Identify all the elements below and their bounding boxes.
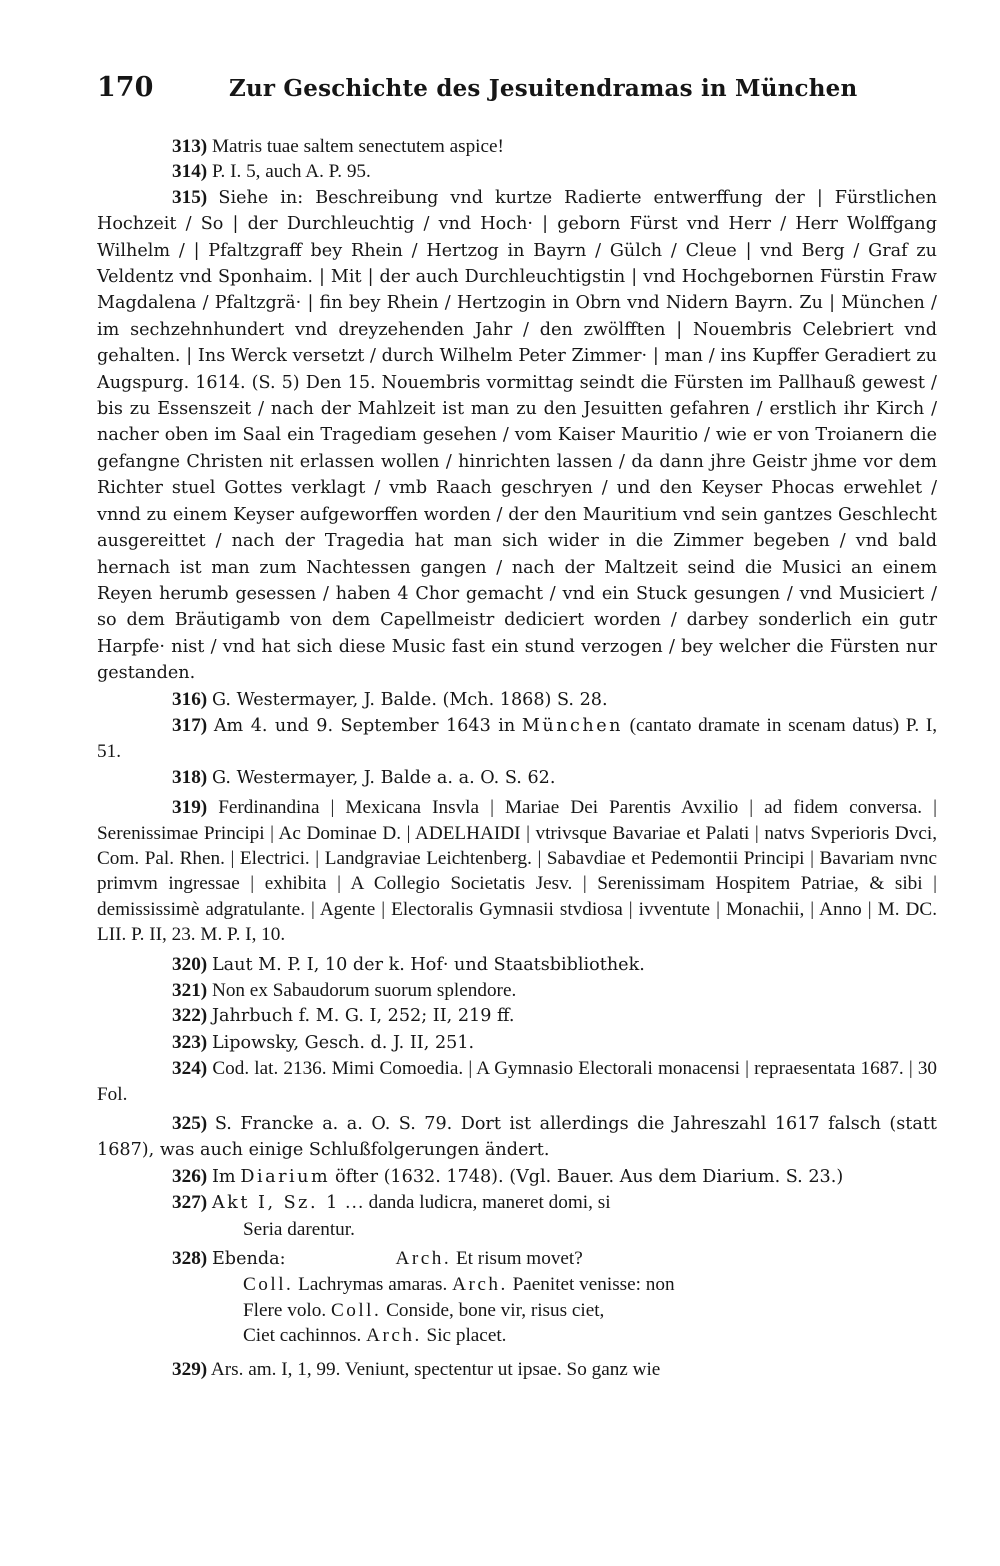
footnote-text: Non ex Sabaudorum suorum splendore.	[211, 980, 517, 1001]
footnote-number: 324)	[172, 1058, 208, 1080]
footnote-text: Am 4. und 9. September 1643 in	[213, 715, 516, 736]
speaker: Arch.	[366, 1325, 422, 1347]
page-number: 170	[97, 72, 154, 103]
footnote-text: Cod. lat. 2136. Mimi Comoedia. | A Gymnasio Electorali monacensi | repraesentata 1687. | 30 Fol.	[97, 1058, 938, 1105]
footnote-text: Ferdinandina | Mexicana Insvla | Mariae Dei Parentis Avxilio | ad fidem conversa. | Serenissimae Principi | Ac Dominae D. | ADELHAIDI | vtrivsque Bavariae et Palati | natvs Svperioris Dvci, Com. Pal. Rhen. | Electrici. | Landgraviae Leichtenberg. | Sabavdiae et Pedemontii Principi | Bavariam nvnc primvm ingressae | exhibita | A Collegio Societatis Jesv. | Serenissimam Hospitem Patriae, & sibi | demississimè adgratulante. | Agente | Electoralis Gymnasii stvdiosa | ivventute | Monachii, | Anno | M. DC. LII. P. II, 23. M. P. I, 10.	[97, 797, 937, 946]
footnote-323	[97, 1030, 937, 1056]
verse-line: … danda ludicra, maneret domi, si	[344, 1192, 611, 1214]
footnote-number: 323)	[172, 1031, 208, 1053]
dialog-text: Sic placet.	[426, 1325, 507, 1347]
footnote-lead: Akt I, Sz. 1	[211, 1193, 340, 1214]
footnote-326	[97, 1164, 937, 1190]
dialog-line	[97, 1298, 937, 1323]
dialog-text: Conside, bone vir, risus ciet,	[386, 1299, 605, 1321]
footnote-328	[97, 1246, 937, 1272]
speaker: Coll.	[330, 1299, 382, 1321]
verse-line: Seria darentur.	[243, 1218, 355, 1240]
footnote-314	[97, 159, 937, 184]
footnote-text: G. Westermayer, J. Balde a. a. O. S. 62.	[211, 767, 556, 788]
speaker: Arch.	[452, 1274, 508, 1296]
footnote-number: 320)	[172, 953, 208, 975]
footnote-318	[97, 765, 937, 791]
footnote-number: 328)	[172, 1248, 208, 1270]
footnote-number: 315)	[172, 186, 208, 208]
footnote-spaced-word: München	[521, 715, 623, 736]
footnote-319	[97, 795, 937, 947]
footnote-text: Lipowsky, Gesch. d. J. II, 251.	[211, 1032, 475, 1053]
footnote-number: 314)	[172, 161, 208, 183]
footnote-320	[97, 952, 937, 978]
footnote-text: Matris tuae saltem senectutem aspice!	[211, 136, 504, 157]
speaker: Coll.	[243, 1274, 294, 1296]
footnote-327	[97, 1190, 937, 1216]
footnote-text: Ars. am. I, 1, 99. Veniunt, spectentur ut ipsae. So ganz wie	[210, 1358, 661, 1380]
footnote-spaced-word: Diarium	[240, 1166, 331, 1187]
footnote-322	[97, 1003, 937, 1029]
footnote-text: Im	[211, 1166, 236, 1187]
footnote-text: S. Francke a. a. O. S. 79. Dort ist allerdings die Jahreszahl 1617 falsch (statt 1687), was auch einige Schlußfolgerungen ändert.	[97, 1114, 937, 1161]
footnote-number: 326)	[172, 1165, 208, 1187]
footnotes-block	[97, 134, 937, 1382]
footnote-number: 319)	[172, 797, 208, 819]
footnote-lead: Ebenda:	[211, 1249, 286, 1270]
footnote-text-continued: öfter (1632. 1748). (Vgl. Bauer. Aus dem Diarium. S. 23.)	[334, 1166, 844, 1187]
dialog-text: Paenitet venisse: non	[512, 1274, 675, 1296]
footnote-number: 327)	[172, 1192, 208, 1214]
footnote-number: 313)	[172, 136, 208, 157]
footnote-text: Laut M. P. I, 10 der k. Hof· und Staatsbibliothek.	[211, 954, 645, 975]
footnote-324	[97, 1056, 937, 1107]
footnote-text-continued: (cantato dramate in scenam datus) P. I, 51.	[97, 714, 938, 763]
dialog-text: Ciet cachinnos.	[243, 1325, 362, 1347]
dialog-line	[97, 1323, 937, 1348]
running-header	[97, 72, 937, 108]
footnote-number: 316)	[172, 688, 208, 710]
footnote-number: 329)	[172, 1358, 208, 1380]
footnote-313	[97, 134, 937, 159]
dialog-line	[97, 1272, 937, 1297]
dialog-text: Lachrymas amaras.	[298, 1274, 448, 1296]
footnote-number: 322)	[172, 1005, 208, 1027]
running-title: Zur Geschichte des Jesuitendramas in München	[229, 75, 858, 102]
dialog-text: Et risum movet?	[455, 1248, 583, 1270]
footnote-number: 325)	[172, 1113, 208, 1135]
footnote-text: Jahrbuch f. M. G. I, 252; II, 219 ff.	[211, 1006, 515, 1027]
footnote-316	[97, 687, 937, 713]
speaker: Arch.	[395, 1248, 452, 1270]
footnote-text: Siehe in: Beschreibung vnd kurtze Radierte entwerffung der | Fürstlichen Hochzeit / So | der Durchleuchtig / vnd Hoch· | geborn Fürst vnd Herr / Herr Wolffgang Wilhelm / | Pfaltzgraff bey Rhein / Hertzog in Bayrn / Gülch / Cleue | vnd Berg / Graf zu Veldentz vnd Sponhaim. | Mit | der auch Durchleuchtigstin | vnd Hochgebornen Fürstin Fraw Magdalena / Pfaltzgrä· | fin bey Rhein / Hertzogin in Obrn vnd Nidern Bayrn. Zu | München / im sechzehnhundert vnd dreyzehenden Jahr / den zwölfften | Nouembris Celebriert vnd gehalten. | Ins Werck versetzt / durch Wilhelm Peter Zimmer· | man / ins Kupffer Geradiert zu Augspurg. 1614. (S. 5) Den 15. Nouembris vormittag seindt die Fürsten im Pallhauß gewest / bis zu Essenszeit / nach der Mahlzeit ist man zu den Jesuitten gefahren / erstlich ihr Kirch / nacher oben im Saal ein Tragediam gesehen / vom Kaiser Mauritio / wie er von Troianern die gefangne Christen nit erlassen wollen / hinrichten lassen / da dann jhre Geistr jhme vor dem Richter stuel Gottes verklagt / vmb Raach geschryen / und den Keyser Phocas erwehlet / vnnd zu einem Keyser aufgeworffen worden / der den Mauritium vnd sein gantzes Geschlecht ausgereittet / nach der Tragedia hat man sich wider in die Zimmer begeben / vnd bald hernach ist man zum Nachtessen gangen / nach der Maltzeit seind die Musici an einem Reyen herumb gesessen / haben 4 Chor gemacht / vnd ein Stuck gesungen / vnd Musiciert / so dem Bräutigamb von dem Capellmeistr dediciert worden / darbey sonderlich ein gutr Harpfe· nist / vnd hat sich diese Music fast ein stund verzogen / bey welcher die Fürsten nur gestanden.	[97, 187, 938, 684]
footnote-315	[97, 185, 937, 687]
footnote-321	[97, 978, 937, 1003]
footnote-329	[97, 1357, 937, 1382]
footnote-325	[97, 1111, 937, 1164]
footnote-number: 317)	[172, 714, 208, 736]
footnote-317	[97, 713, 937, 765]
dialog-text: Flere volo.	[243, 1299, 327, 1321]
footnote-text: G. Westermayer, J. Balde. (Mch. 1868) S. 28.	[211, 689, 608, 710]
footnote-text: P. I. 5, auch A. P. 95.	[211, 161, 371, 183]
footnote-number: 321)	[172, 980, 208, 1001]
footnote-number: 318)	[172, 766, 208, 788]
